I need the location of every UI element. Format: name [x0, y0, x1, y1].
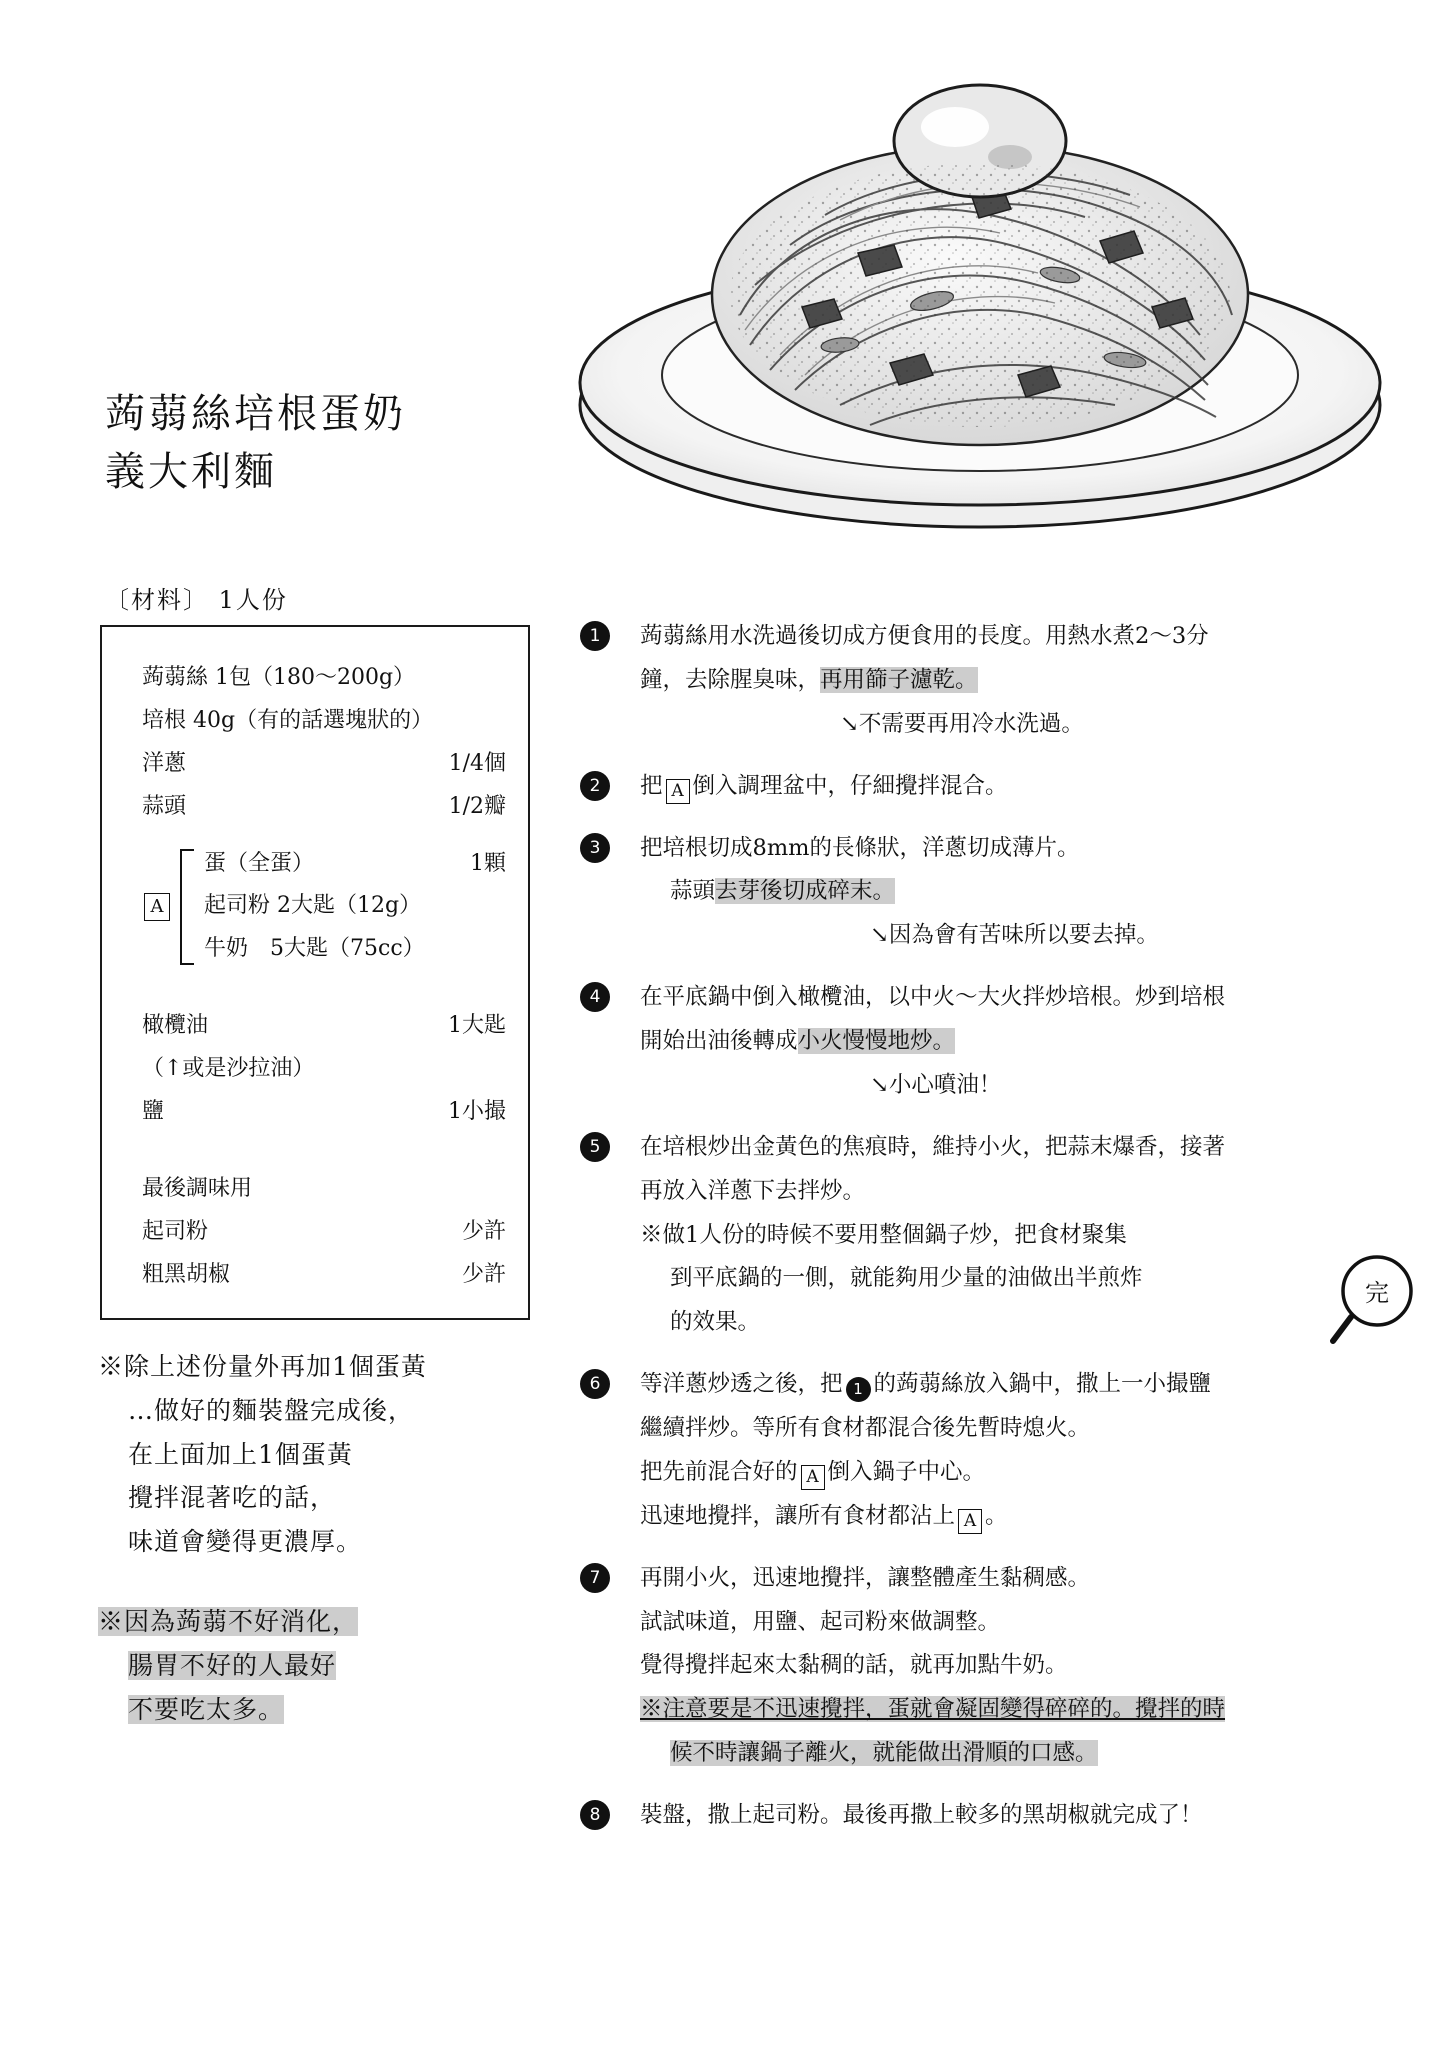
step-item: [580, 1794, 1380, 1838]
ingredient-row: [142, 1005, 506, 1048]
step-line: 把先前混合好的 A 倒入鍋子中心。: [640, 1451, 1380, 1495]
step-line: 把 A 倒入調理盆中，仔細攪拌混合。: [640, 765, 1380, 809]
ingredient-row: [204, 928, 506, 971]
ingredient-amount: 少許: [461, 1261, 506, 1287]
step-item: [580, 1557, 1380, 1776]
ingredient-name: 蛋（全蛋）: [204, 850, 315, 876]
title-line-1: 蒟蒻絲培根蛋奶: [105, 391, 406, 437]
note-extra-yolk: [98, 1345, 548, 1564]
step-line: 再開小火，迅速地攪拌，讓整體產生黏稠感。: [640, 1564, 1091, 1591]
pasta-dish-illustration: [540, 45, 1420, 565]
group-a-ref: A: [801, 1465, 825, 1490]
ingredient-row: [142, 743, 506, 786]
group-a-ref: A: [666, 779, 690, 804]
step-number: 2: [580, 771, 610, 801]
magnifier-icon: [1325, 1245, 1435, 1355]
step-line: 再放入洋蔥下去拌炒。: [640, 1177, 866, 1204]
ingredient-row: [142, 657, 506, 700]
ingredient-name: （↑或是沙拉油）: [142, 1056, 315, 1082]
ingredient-row: [142, 700, 506, 743]
group-a-bracket: [180, 849, 194, 966]
step-item: [580, 765, 1380, 809]
steps-list: [580, 615, 1380, 1856]
ingredients-heading: 〔材料〕 1人份: [105, 586, 288, 614]
ingredient-name: 鹽: [142, 1099, 165, 1125]
ingredient-amount: 1顆: [470, 850, 506, 876]
ingredient-name: 洋蔥: [142, 750, 187, 776]
step-item: [580, 976, 1380, 1108]
step-number: 4: [580, 982, 610, 1012]
ingredient-name: 橄欖油: [142, 1013, 209, 1039]
step-line: 蒟蒻絲用水洗過後切成方便食用的長度。用熱水煮2～3分: [640, 623, 1209, 649]
ingredient-group-a: [142, 843, 506, 972]
group-a-label: A: [144, 893, 170, 921]
step-item: [580, 1363, 1380, 1539]
note-line: ※除上述份量外再加1個蛋黃: [98, 1352, 427, 1381]
step-line: 在培根炒出金黃色的焦痕時，維持小火，把蒜末爆香，接著: [640, 1133, 1226, 1160]
step-line: 到平底鍋的一側，就能夠用少量的油做出半煎炸: [670, 1265, 1143, 1292]
title-line-2: 義大利麵: [105, 449, 277, 495]
step-line: 在平底鍋中倒入橄欖油，以中火～大火拌炒培根。炒到培根: [640, 984, 1226, 1011]
note-line: 攪拌混著吃的話，: [128, 1483, 337, 1513]
ingredient-amount: 1/2瓣: [448, 793, 506, 819]
ingredient-amount: 1大匙: [448, 1013, 506, 1039]
ingredient-name: 牛奶 5大匙（75cc）: [204, 936, 425, 962]
ingredients-box: [100, 625, 530, 1320]
ingredient-name: 起司粉: [142, 1218, 209, 1244]
step-number: 8: [580, 1800, 610, 1830]
step-item: [580, 615, 1380, 747]
step-line: 候不時讓鍋子離火，就能做出滑順的口感。: [670, 1740, 1098, 1767]
page-title: [105, 385, 525, 501]
step-line: 等洋蔥炒透之後，把 1 的蒟蒻絲放入鍋中，撒上一小撮鹽: [640, 1363, 1380, 1407]
step-side-note: ↘因為會有苦味所以要去掉。: [870, 922, 1159, 949]
note-line: 在上面加上1個蛋黃: [128, 1439, 353, 1469]
ingredient-amount: 少許: [461, 1218, 506, 1244]
step-line: 繼續拌炒。等所有食材都混合後先暫時熄火。: [640, 1415, 1091, 1441]
ingredient-row: [142, 1048, 506, 1091]
ingredient-name: 培根 40g（有的話選塊狀的）: [142, 707, 434, 733]
ingredient-row: [142, 1211, 506, 1254]
final-seasoning-label: 最後調味用: [142, 1175, 253, 1201]
step-number: 1: [580, 621, 610, 651]
step-line: 蒜頭去芽後切成碎末。: [670, 878, 896, 905]
ingredient-row: [142, 1091, 506, 1134]
note-line: 腸胃不好的人最好: [128, 1650, 337, 1680]
ingredient-name: 蒜頭: [142, 793, 187, 819]
ingredient-amount: 1/4個: [448, 750, 506, 776]
step-line: 開始出油後轉成小火慢慢地炒。: [640, 1028, 956, 1054]
ingredient-name: 蒟蒻絲 1包（180～200g）: [142, 665, 416, 690]
note-digestion-warning: [98, 1600, 498, 1731]
step-number: 7: [580, 1563, 610, 1593]
ingredient-amount: 1小撮: [448, 1099, 506, 1125]
step-number: 6: [580, 1369, 610, 1399]
step-item: [580, 1126, 1380, 1345]
step-number: 5: [580, 1132, 610, 1162]
step-line: 覺得攪拌起來太黏稠的話，就再加點牛奶。: [640, 1652, 1068, 1679]
ingredient-row: [204, 885, 506, 928]
svg-text:完: 完: [1365, 1279, 1389, 1307]
ingredient-row: [142, 786, 506, 829]
step-line: ※注意要是不迅速攪拌，蛋就會凝固變得碎碎的。攪拌的時: [640, 1696, 1226, 1723]
step-line: 把培根切成8mm的長條狀，洋蔥切成薄片。: [640, 834, 1080, 861]
step-line: 試試味道，用鹽、起司粉來做調整。: [640, 1608, 1001, 1635]
ingredient-name: 粗黑胡椒: [142, 1261, 231, 1287]
ingredient-row: [204, 843, 506, 886]
note-line: 味道會變得更濃厚。: [128, 1527, 363, 1556]
note-line: 不要吃太多。: [128, 1694, 285, 1724]
ingredient-name: 起司粉 2大匙（12g）: [204, 893, 422, 919]
step-number: 3: [580, 833, 610, 863]
step-item: [580, 827, 1380, 959]
step-line: ※做1人份的時候不要用整個鍋子炒，把食材聚集: [640, 1221, 1127, 1248]
group-a-ref: A: [958, 1509, 982, 1534]
step-side-note: ↘小心噴油！: [870, 1071, 1002, 1098]
step-side-note: ↘不需要再用冷水洗過。: [840, 710, 1084, 737]
step-line: 裝盤，撒上起司粉。最後再撒上較多的黑胡椒就完成了！: [640, 1802, 1203, 1828]
step-reference-1: 1: [846, 1377, 871, 1402]
step-line: 的效果。: [670, 1309, 761, 1336]
note-line: …做好的麵裝盤完成後，: [128, 1395, 415, 1425]
ingredient-row: [142, 1254, 506, 1297]
step-line: 迅速地攪拌，讓所有食材都沾上 A 。: [640, 1495, 1380, 1539]
note-line: ※因為蒟蒻不好消化，: [98, 1607, 359, 1636]
step-line: 鐘，去除腥臭味，再用篩子濾乾。: [640, 666, 978, 693]
